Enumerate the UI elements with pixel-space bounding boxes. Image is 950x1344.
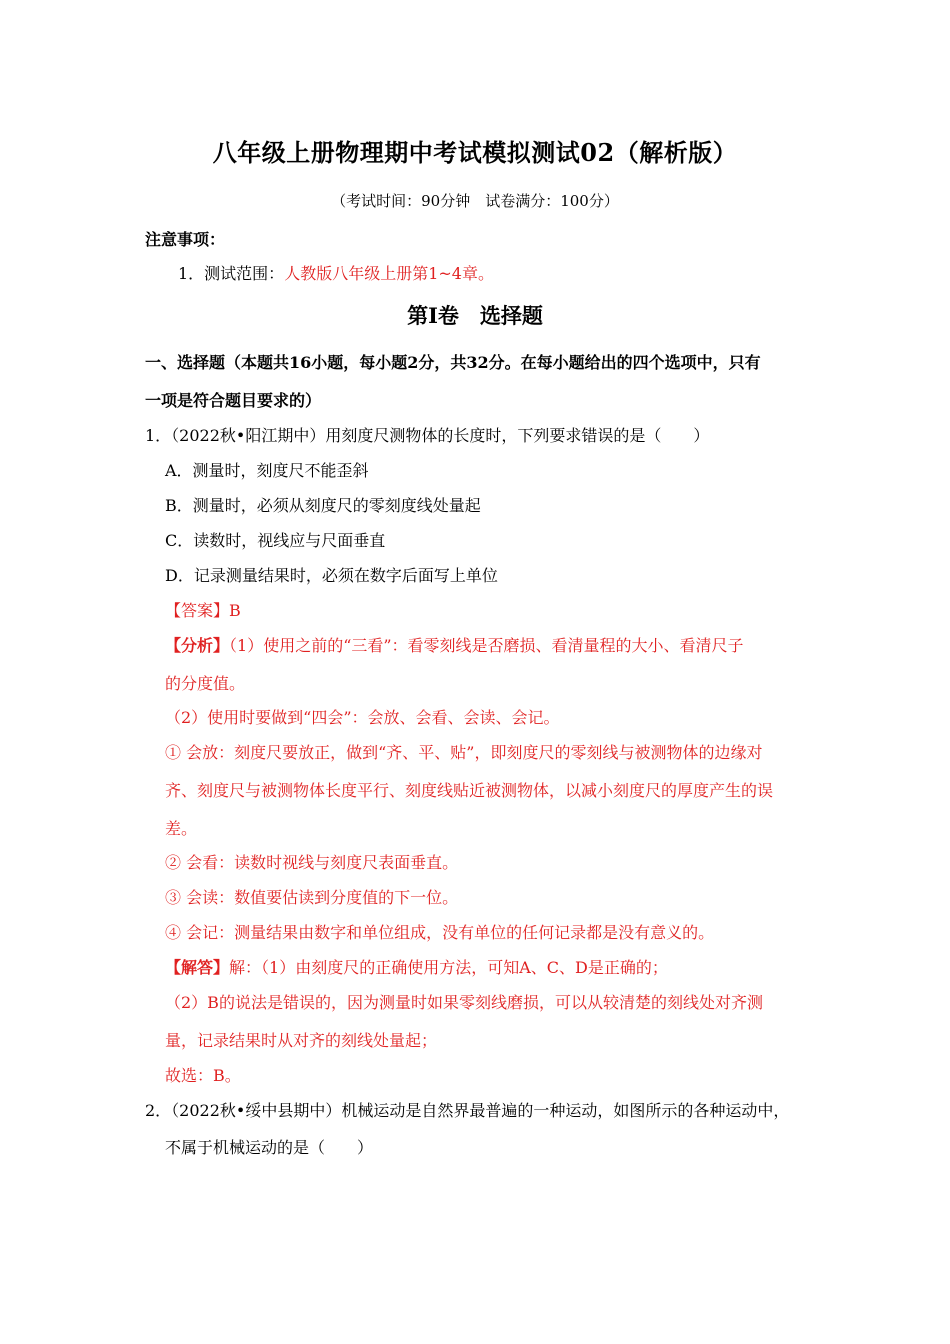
- question-1-analysis-line5: 齐、刻度尺与被测物体长度平行、刻度线贴近被测物体，以减小刻度尺的厚度产生的误: [165, 781, 774, 800]
- question-1-option-b: B．测量时，必须从刻度尺的零刻度线处量起: [165, 496, 481, 515]
- part1-heading-line2: 一项是符合题目要求的）: [145, 391, 322, 410]
- notice-item-1-value: 人教版八年级上册第1~4章。: [284, 264, 494, 283]
- question-1-analysis-line3: （2）使用时要做到“四会”：会放、会看、会读、会记。: [165, 708, 560, 727]
- solution-text: 解：（1）由刻度尺的正确使用方法，可知A、C、D是正确的；: [229, 958, 668, 977]
- question-1-analysis-line4: ① 会放：刻度尺要放正，做到“齐、平、贴”，即刻度尺的零刻线与被测物体的边缘对: [165, 743, 763, 762]
- question-1-solution-line1: [165, 957, 668, 979]
- exam-info: （考试时间：90分钟 试卷满分：100分）: [331, 192, 619, 210]
- part1-heading-line1: 一、选择题（本题共16小题，每小题2分，共32分。在每小题给出的四个选项中，只有: [145, 353, 761, 372]
- question-1-answer: 【答案】B: [165, 601, 241, 620]
- question-1-option-c: C．读数时，视线应与尺面垂直: [165, 531, 386, 550]
- section-title: 第Ⅰ卷 选择题: [407, 303, 543, 328]
- question-1-analysis-line7: ② 会看：读数时视线与刻度尺表面垂直。: [165, 853, 459, 872]
- question-1-analysis-line8: ③ 会读：数值要估读到分度值的下一位。: [165, 888, 459, 907]
- question-1-choice: 故选：B。: [165, 1066, 241, 1085]
- analysis-text: （1）使用之前的“三看”：看零刻线是否磨损、看清量程的大小、看清尺子: [229, 636, 744, 655]
- document-title: 八年级上册物理期中考试模拟测试02（解析版）: [212, 138, 738, 167]
- notice-heading: 注意事项：: [145, 230, 226, 249]
- question-2-stem-line2: 不属于机械运动的是（ ）: [165, 1138, 374, 1157]
- notice-item-1-label: 1．测试范围：: [178, 264, 285, 283]
- question-1-solution-line3: 量，记录结果时从对齐的刻线处量起；: [165, 1031, 438, 1050]
- question-1-option-a: A．测量时，刻度尺不能歪斜: [165, 461, 369, 480]
- question-1-analysis-line9: ④ 会记：测量结果由数字和单位组成，没有单位的任何记录都是没有意义的。: [165, 923, 715, 942]
- notice-item-1: [178, 263, 494, 285]
- analysis-label: 【分析】: [165, 636, 230, 655]
- question-2-stem-line1: 2．（2022秋•绥中县期中）机械运动是自然界最普遍的一种运动，如图所示的各种运动中，: [145, 1101, 790, 1120]
- question-1-analysis-line2: 的分度值。: [165, 674, 246, 693]
- question-1-analysis-line1: [165, 635, 744, 657]
- question-1-stem: 1．（2022秋•阳江期中）用刻度尺测物体的长度时，下列要求错误的是（ ）: [145, 426, 710, 445]
- question-1-analysis-line6: 差。: [165, 819, 198, 838]
- solution-label: 【解答】: [165, 958, 230, 977]
- question-1-solution-line2: （2）B的说法是错误的，因为测量时如果零刻线磨损，可以从较清楚的刻线处对齐测: [165, 993, 763, 1012]
- question-1-option-d: D．记录测量结果时，必须在数字后面写上单位: [165, 566, 498, 585]
